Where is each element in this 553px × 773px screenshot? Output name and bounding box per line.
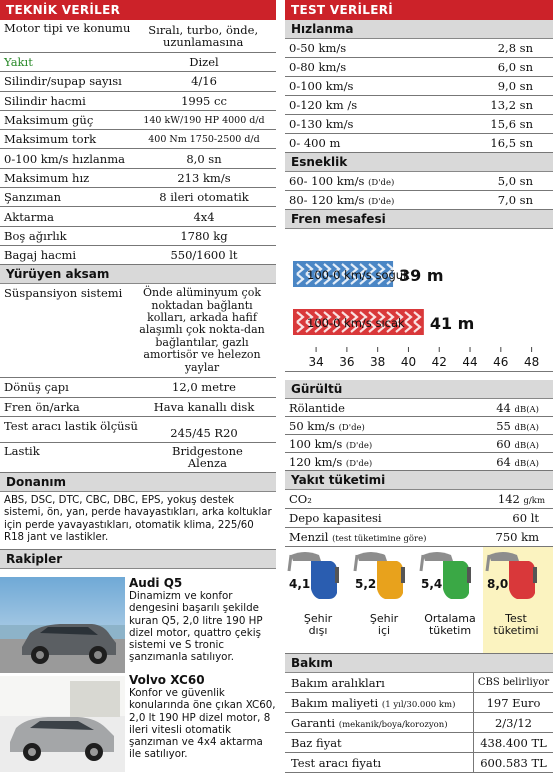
- accel-value: 15,6 sn: [490, 117, 533, 131]
- noise-sub: (D'de): [338, 422, 365, 433]
- noise-row: [285, 453, 553, 471]
- pump-label: Şehir dışı: [303, 612, 333, 637]
- x-tick-label: 46: [493, 355, 509, 369]
- maint-row: [285, 693, 553, 713]
- noise-label: 100 km/s: [289, 436, 343, 451]
- maint-key: [285, 716, 473, 730]
- noise-number: 55: [496, 418, 511, 433]
- rival-text: [129, 674, 276, 760]
- spec-key: Maksimum güç: [4, 113, 94, 128]
- spec-key: Aktarma: [4, 209, 55, 224]
- fuel-value: [473, 492, 553, 506]
- x-tick-label: 36: [339, 355, 355, 369]
- spec-key: Silindir hacmi: [4, 93, 86, 108]
- spec-value: 4/16: [191, 74, 217, 89]
- noise-number: 64: [496, 454, 511, 469]
- spec-row: [0, 130, 276, 149]
- maint-key: [285, 676, 473, 690]
- maint-sub: (mekanik/boya/korozyon): [338, 719, 448, 730]
- rival-name: Audi Q5: [129, 576, 183, 590]
- spec-value: 245/45 R20: [170, 425, 238, 440]
- spec-value: 8,0 sn: [186, 151, 222, 166]
- accel-value: 13,2 sn: [490, 98, 533, 112]
- pump-label: Şehir içi: [369, 612, 399, 637]
- pump-value: 8,0: [487, 577, 509, 591]
- x-tick-label: 38: [370, 355, 386, 369]
- noise-sub: (D'de): [345, 440, 373, 451]
- accel-key: 0-120 km /s: [289, 98, 358, 112]
- maint-key: [285, 736, 473, 750]
- equipment-header: Donanım: [0, 473, 276, 492]
- maint-label: Garanti: [291, 715, 336, 730]
- spec-row: [0, 188, 276, 207]
- fuel-key: [285, 530, 473, 544]
- spec-key: Motor tipi ve konumu: [4, 21, 131, 35]
- maint-key: [285, 696, 473, 710]
- flex-key: [285, 174, 473, 188]
- spec-key: 0-100 km/s hızlanma: [4, 151, 125, 166]
- spec-key: Fren ön/arka: [4, 399, 80, 414]
- equipment-text: ABS, DSC, DTC, CBC, DBC, EPS, yokuş destek sistemi, ön, yan, perde havayastıkları, arka koltuklar için perde yavayastıkları, otomatik klima, 225/60 R18 jant ve lastikler.: [0, 492, 276, 550]
- fuel-pump-icon: [355, 552, 405, 599]
- accel-value: 9,0 sn: [497, 79, 533, 93]
- maint-label: Bakım aralıkları: [291, 675, 385, 690]
- spec-key: Lastik: [4, 443, 40, 458]
- accel-key: 0- 400 m: [289, 136, 341, 150]
- noise-key: [285, 437, 473, 451]
- technical-data-column: [0, 0, 276, 569]
- flex-sub: (D'de): [368, 178, 395, 188]
- maint-sub: (1 yıl/30.000 km): [381, 699, 456, 710]
- flex-sub: (D'de): [368, 197, 395, 207]
- rivals-header: Rakipler: [0, 550, 276, 569]
- fuel-key: [285, 511, 473, 525]
- flex-label: 80- 120 km/s: [289, 193, 365, 207]
- maint-row: [285, 713, 553, 733]
- spec-value: 213 km/s: [177, 170, 231, 185]
- noise-number: 60: [496, 436, 511, 451]
- noise-key: [285, 455, 473, 469]
- x-tick-label: 48: [523, 355, 540, 369]
- flex-label: 60- 100 km/s: [289, 174, 365, 188]
- maint-row: [285, 753, 553, 773]
- pump-label-group: [417, 577, 483, 637]
- spec-row: [0, 169, 276, 188]
- accel-key: 0-100 km/s: [289, 79, 354, 93]
- spec-key: Bagaj hacmi: [4, 248, 77, 263]
- maint-value: 438.400 TL: [480, 735, 547, 750]
- noise-label: 50 km/s: [289, 418, 335, 433]
- fuel-pump-icon: [421, 552, 471, 599]
- noise-unit: dB(A): [514, 404, 539, 415]
- pump-value: 4,1: [289, 577, 311, 591]
- pump-label: Ortalama tüketim: [424, 612, 476, 637]
- maint-key: [285, 756, 473, 770]
- fuel-label: CO₂: [289, 492, 312, 506]
- accel-row: [285, 58, 553, 77]
- maint-label: Baz fiyat: [291, 735, 342, 750]
- x-tick-label: 42: [431, 355, 447, 369]
- flexibility-header: Esneklik: [285, 153, 553, 172]
- spec-row: [0, 20, 276, 53]
- maint-label: Bakım maliyeti: [291, 695, 379, 710]
- maint-label: Test aracı fiyatı: [291, 755, 382, 770]
- fuel-row: [285, 509, 553, 528]
- test-data-header: TEST VERİLERİ: [285, 0, 553, 20]
- noise-number: 44: [496, 400, 511, 415]
- noise-key: [285, 419, 473, 433]
- x-tick-label: 40: [400, 355, 417, 369]
- fuel-value: [473, 511, 553, 525]
- fuel-key: [285, 492, 473, 506]
- spec-key: Şanzıman: [4, 190, 62, 205]
- spec-row: [0, 53, 276, 72]
- spec-key: Silindir/supap sayısı: [4, 74, 122, 89]
- fuel-number: 60 lt: [512, 511, 539, 525]
- acceleration-header: Hızlanma: [285, 20, 553, 39]
- accel-row: [285, 134, 553, 153]
- fuel-row: [285, 490, 553, 509]
- spec-key: Yakıt: [4, 55, 33, 70]
- spec-value: 400 Nm 1750-2500 d/d: [148, 133, 260, 145]
- chassis-row: [0, 398, 276, 417]
- accel-value: 16,5 sn: [490, 136, 533, 150]
- pump-label-group: [351, 577, 417, 637]
- maint-row: [285, 733, 553, 753]
- fuel-header: Yakıt tüketimi: [285, 471, 553, 490]
- suspension-row: [0, 284, 276, 378]
- accel-row: [285, 39, 553, 58]
- spec-value: Hava kanallı disk: [153, 399, 255, 414]
- brake-chart-area: [285, 229, 553, 372]
- spec-value: Dizel: [189, 55, 219, 70]
- spec-row: [0, 227, 276, 246]
- flex-key: [285, 193, 473, 207]
- rival-description: Konfor ve güvenlik konularında öne çıkan XC60, 2,0 lt 190 HP dizel motor, 8 ileri vitesli otomatik şanzıman ve 4x4 aktarma ile satılıyor.: [129, 687, 276, 761]
- spec-value: 12,0 metre: [172, 380, 236, 395]
- spec-row: [0, 207, 276, 226]
- chassis-header: Yürüyen aksam: [0, 265, 276, 284]
- column-gutter: [277, 0, 284, 772]
- flex-value: 7,0 sn: [497, 193, 533, 207]
- noise-unit: dB(A): [514, 440, 539, 451]
- flex-value: 5,0 sn: [497, 174, 533, 188]
- pump-value: 5,2: [355, 577, 377, 591]
- rival-description: Dinamizm ve konfor dengesini başarılı şekilde kuran Q5, 2,0 litre 190 HP dizel motor, quattro çekiş sistemi ve S tronic şanzımanla satılıyor.: [129, 590, 263, 664]
- accel-key: 0-80 km/s: [289, 60, 347, 74]
- spec-row: [0, 246, 276, 265]
- spec-key: Dönüş çapı: [4, 380, 69, 395]
- test-data-column: [285, 0, 553, 773]
- noise-key: [285, 401, 473, 415]
- chassis-row: [0, 443, 276, 473]
- fuel-pumps: [285, 547, 553, 654]
- fuel-sub: (test tüketimine göre): [332, 534, 427, 544]
- spec-key: Maksimum hız: [4, 170, 90, 185]
- brake-value-label: 39 m: [399, 266, 444, 285]
- noise-value: [473, 455, 553, 469]
- noise-unit: dB(A): [514, 458, 539, 469]
- pump-label-group: [285, 577, 351, 637]
- maint-value: 197 Euro: [486, 695, 541, 710]
- accel-row: [285, 115, 553, 134]
- spec-value: 140 kW/190 HP 4000 d/d: [143, 114, 265, 126]
- noise-value: [473, 401, 553, 415]
- spec-key: Boş ağırlık: [4, 228, 67, 243]
- noise-value: [473, 419, 553, 433]
- accel-row: [285, 77, 553, 96]
- spec-value: 4x4: [193, 209, 215, 224]
- noise-label: Rölantide: [289, 400, 345, 415]
- noise-row: [285, 435, 553, 453]
- pump-value: 5,4: [421, 577, 443, 591]
- brake-category-label: 100-0 km/s sıcak: [307, 316, 405, 330]
- flex-row: [285, 191, 553, 210]
- fuel-unit: g/km: [523, 496, 545, 506]
- spec-value: 1780 kg: [180, 228, 228, 243]
- chassis-row: [0, 378, 276, 397]
- rival-name: Volvo XC60: [129, 673, 205, 687]
- spec-value: 8 ileri otomatik: [159, 190, 249, 205]
- brake-value-label: 41 m: [429, 314, 475, 333]
- fuel-label: Menzil: [289, 530, 329, 544]
- x-tick-label: 44: [462, 355, 478, 369]
- maintenance-header: Bakım: [285, 654, 553, 673]
- noise-value: [473, 437, 553, 451]
- noise-row: [285, 399, 553, 417]
- noise-label: 120 km/s: [289, 454, 343, 469]
- spec-key: Süspansiyon sistemi: [4, 286, 123, 301]
- brake-header: Fren mesafesi: [285, 210, 553, 229]
- spec-key: Maksimum tork: [4, 132, 97, 147]
- accel-key: 0-50 km/s: [289, 41, 347, 55]
- pump-label-group: [483, 577, 549, 637]
- noise-sub: (D'de): [345, 458, 373, 469]
- spec-value: Bridgestone Alenza: [172, 443, 243, 471]
- brake-distance-chart: [285, 229, 553, 372]
- chassis-row: [0, 417, 276, 443]
- spec-value: Önde alüminyum çok noktadan bağlantı kolları, arkada hafif alaşımlı çok nokta-dan bağlantılar, gazlı amortisör ve helezon yaylar: [139, 286, 265, 374]
- fuel-pump-icon: [487, 552, 537, 599]
- x-tick-label: 34: [308, 355, 324, 369]
- maint-value: 2/3/12: [494, 715, 532, 730]
- accel-value: 6,0 sn: [497, 60, 533, 74]
- accel-row: [285, 96, 553, 115]
- fuel-value: [473, 530, 553, 544]
- rival-text: [129, 577, 276, 663]
- brake-category-label: 100-0 km/s soğuk: [307, 268, 410, 282]
- spec-value: 550/1600 lt: [170, 248, 238, 263]
- spec-value: 1995 cc: [181, 93, 227, 108]
- maint-value: CBS belirliyor: [477, 677, 550, 688]
- accel-key: 0-130 km/s: [289, 117, 354, 131]
- maint-row: [285, 673, 553, 693]
- fuel-row: [285, 528, 553, 547]
- fuel-pump-icon: [289, 552, 339, 599]
- flex-row: [285, 172, 553, 191]
- spec-key: Test aracı lastik ölçüsü: [4, 418, 138, 433]
- spec-row: [0, 72, 276, 91]
- rival-car-image: [0, 676, 125, 772]
- spec-row: [0, 92, 276, 111]
- noise-unit: dB(A): [514, 422, 539, 433]
- spec-row: [0, 149, 276, 168]
- rival-car-image: [0, 577, 125, 673]
- maint-value: 600.583 TL: [480, 755, 547, 770]
- fuel-label: Depo kapasitesi: [289, 511, 382, 525]
- pump-label: Test tüketimi: [493, 612, 539, 637]
- fuel-number: 142: [497, 492, 520, 506]
- accel-value: 2,8 sn: [497, 41, 533, 55]
- technical-data-header: TEKNİK VERİLER: [0, 0, 276, 20]
- spec-row: [0, 111, 276, 130]
- spec-value: Sıralı, turbo, önde, uzunlamasına: [148, 22, 259, 49]
- noise-header: Gürültü: [285, 380, 553, 399]
- noise-row: [285, 417, 553, 435]
- fuel-number: 750 km: [495, 530, 539, 544]
